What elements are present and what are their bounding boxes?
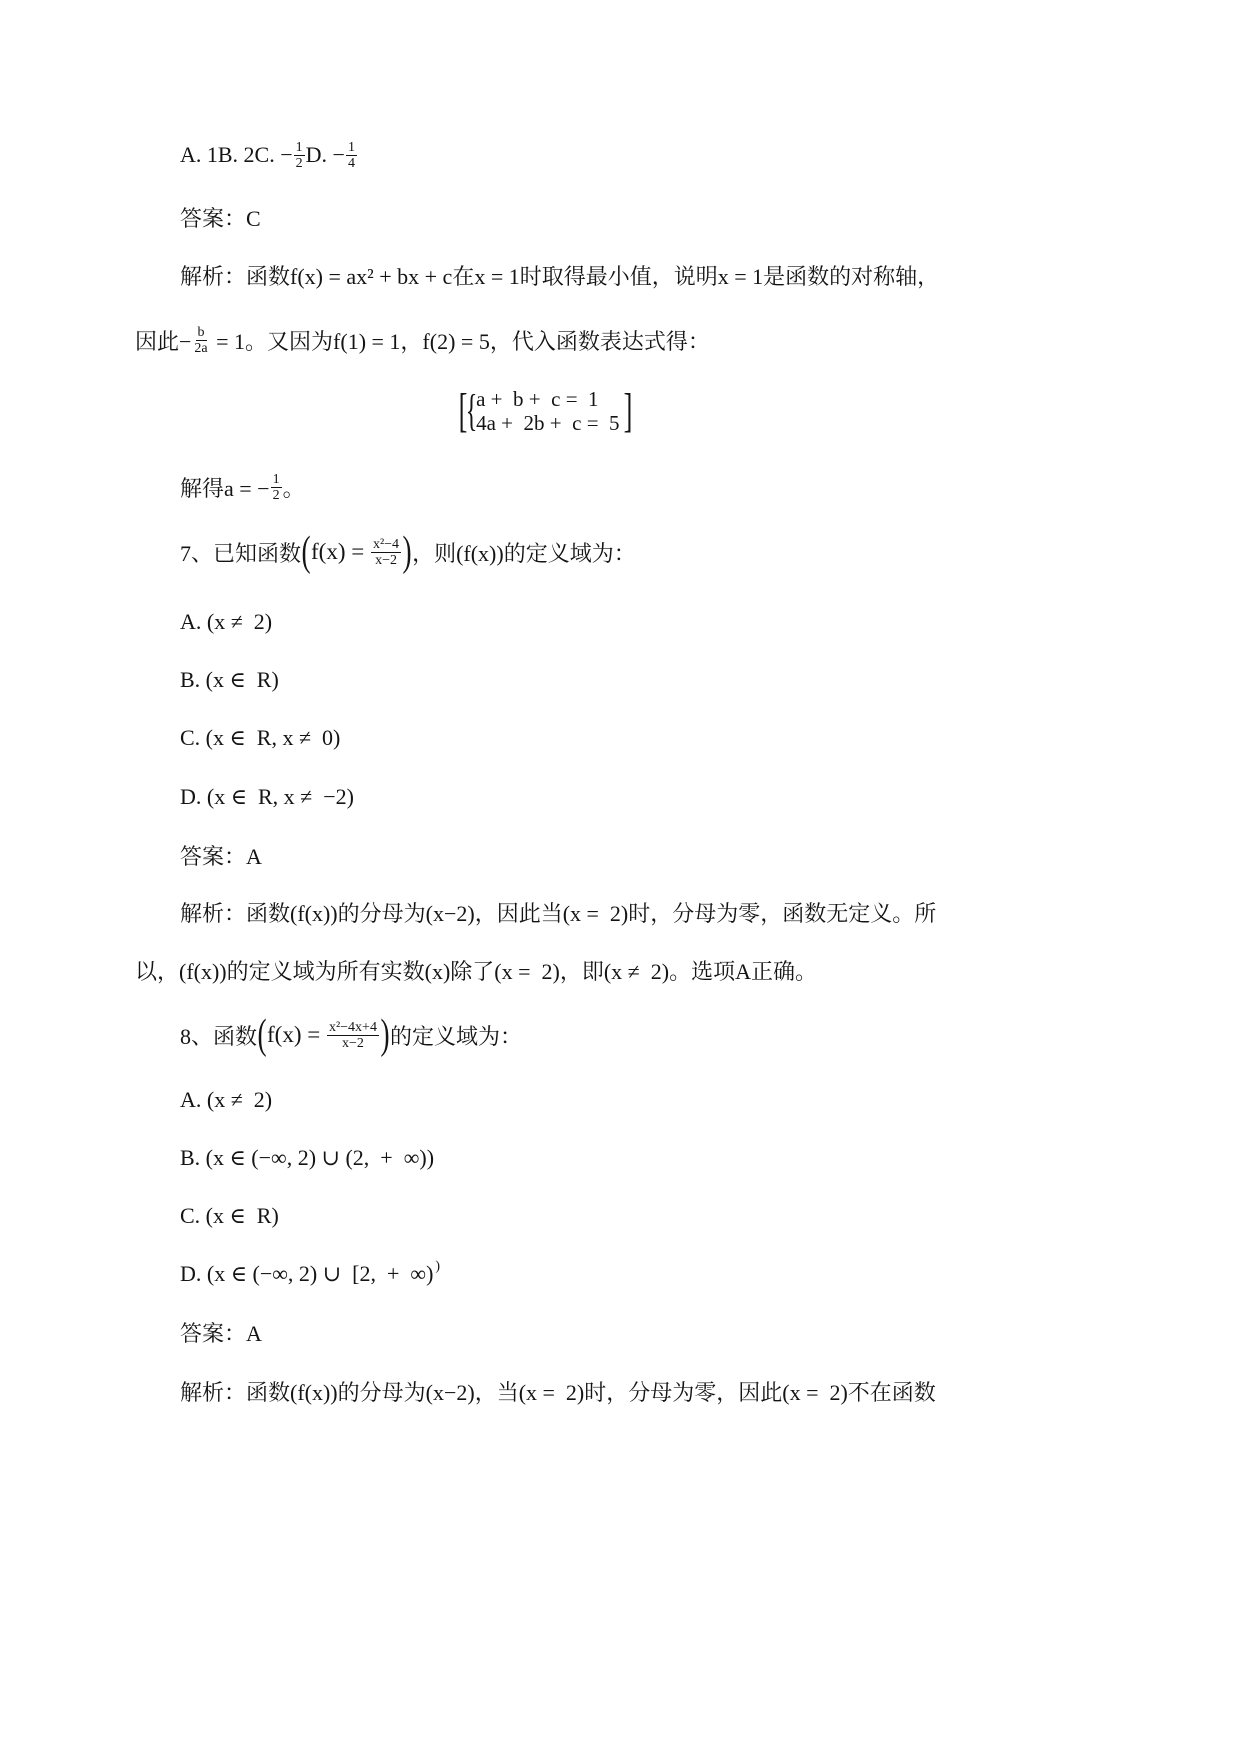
q6-answer xyxy=(180,199,261,235)
q6-option-d-prefix: D. − xyxy=(305,142,345,167)
q7-stem xyxy=(180,529,636,575)
q7-stem-suffix: ，则(f(x))的定义域为： xyxy=(412,540,636,566)
q6-axis-fraction xyxy=(192,325,209,356)
q8-stem-prefix: 8、函数 xyxy=(180,1023,258,1049)
q7-paren-open: ( xyxy=(301,529,311,575)
q6-analysis-line-2-suffix: = 1。又因为f(1) = 1，f(2) = 5，代入函数表达式得： xyxy=(210,328,710,354)
q8-option-c-text: C. (x ∈ R) xyxy=(180,1203,279,1228)
fraction-numerator: x²−4x+4 xyxy=(328,1019,377,1035)
system-bracket-left: [ xyxy=(458,384,468,437)
q7-function-lhs: f(x) = xyxy=(311,539,370,564)
fraction-numerator: 1 xyxy=(272,471,280,487)
q6-analysis-line-2 xyxy=(135,322,710,358)
fraction-denominator: x−2 xyxy=(375,552,397,568)
q7-option-d-text: D. (x ∈ R, x ≠ −2) xyxy=(180,784,354,809)
q8-option-d-trailing-paren: ) xyxy=(435,1259,441,1274)
q6-options-line xyxy=(180,137,358,173)
system-brace: { xyxy=(465,386,478,435)
q6-answer-text: 答案：C xyxy=(180,205,261,231)
q7-function-fraction xyxy=(371,537,401,568)
q8-option-d-text: D. (x ∈ (−∞, 2) ∪ [2, + ∞) xyxy=(180,1261,434,1286)
q8-option-a xyxy=(180,1082,272,1118)
q8-option-a-text: A. (x ≠ 2) xyxy=(180,1087,273,1112)
q6-analysis-line-1 xyxy=(180,257,939,293)
fraction-denominator: 2 xyxy=(295,155,303,171)
q8-option-b-text: B. (x ∈ (−∞, 2) ∪ (2, + ∞)) xyxy=(180,1145,435,1170)
q6-options-abc: A. 1B. 2C. − xyxy=(180,142,293,167)
q7-option-a xyxy=(180,604,272,640)
q6-result-suffix: 。 xyxy=(282,475,305,501)
q8-stem xyxy=(180,1012,522,1058)
q8-paren-open: ( xyxy=(257,1012,267,1058)
q6-analysis-line-2-prefix: 因此− xyxy=(135,328,192,354)
q8-option-b xyxy=(180,1140,434,1176)
q7-option-b-text: B. (x ∈ R) xyxy=(180,667,279,692)
fraction-denominator: 4 xyxy=(347,155,355,171)
fraction-numerator: 1 xyxy=(347,139,355,155)
q6-result-fraction xyxy=(271,472,282,503)
q7-option-c-text: C. (x ∈ R, x ≠ 0) xyxy=(180,725,341,750)
q7-paren-close: ) xyxy=(402,529,412,575)
q8-answer xyxy=(180,1314,262,1350)
q8-analysis-line-1 xyxy=(180,1373,936,1409)
q7-option-c xyxy=(180,720,340,756)
q8-analysis-text-1: 解析：函数(f(x))的分母为(x−2)，当(x = 2)时，分母为零，因此(x = 2)不在函数 xyxy=(180,1379,936,1405)
q7-option-d xyxy=(180,779,354,815)
q7-stem-prefix: 7、已知函数 xyxy=(180,540,302,566)
q8-function-fraction xyxy=(327,1020,379,1051)
system-row-2: 4a + 2b + c = 5 xyxy=(476,411,620,435)
fraction-numerator: 1 xyxy=(295,139,303,155)
q7-analysis-text-2: 以，(f(x))的定义域为所有实数(x)除了(x = 2)，即(x ≠ 2)。选项A正确。 xyxy=(135,958,817,984)
fraction-denominator: x−2 xyxy=(342,1035,364,1051)
q7-option-a-text: A. (x ≠ 2) xyxy=(180,609,273,634)
system-rows xyxy=(476,387,619,435)
q6-equation-system xyxy=(455,384,636,438)
q7-analysis-line-2 xyxy=(135,952,817,988)
q8-option-d xyxy=(180,1256,440,1292)
q6-result-prefix: 解得a = − xyxy=(180,475,270,501)
q6-option-c-fraction xyxy=(294,140,305,171)
q8-function-lhs: f(x) = xyxy=(267,1022,326,1047)
q7-answer xyxy=(180,837,262,873)
q7-analysis-line-1 xyxy=(180,894,936,930)
q8-stem-suffix: 的定义域为： xyxy=(389,1023,522,1049)
fraction-numerator: x²−4 xyxy=(372,536,400,552)
fraction-denominator: 2 xyxy=(272,487,280,503)
system-row-1: a + b + c = 1 xyxy=(476,387,599,411)
q7-answer-text: 答案：A xyxy=(180,843,262,869)
q8-answer-text: 答案：A xyxy=(180,1320,262,1346)
system-bracket-right: ] xyxy=(623,384,632,437)
fraction-denominator: 2a xyxy=(194,340,208,356)
q8-option-c xyxy=(180,1198,279,1234)
q8-paren-close: ) xyxy=(380,1012,390,1058)
q6-option-d-fraction xyxy=(346,140,357,171)
q7-option-b xyxy=(180,662,279,698)
q7-analysis-text-1: 解析：函数(f(x))的分母为(x−2)，因此当(x = 2)时，分母为零，函数无定义。所 xyxy=(180,900,937,926)
fraction-numerator: b xyxy=(197,324,205,340)
q6-result-line xyxy=(180,469,305,505)
q6-analysis-text-1: 解析：函数f(x) = ax² + bx + c在x = 1时取得最小值，说明x = 1是函数的对称轴， xyxy=(180,263,940,289)
